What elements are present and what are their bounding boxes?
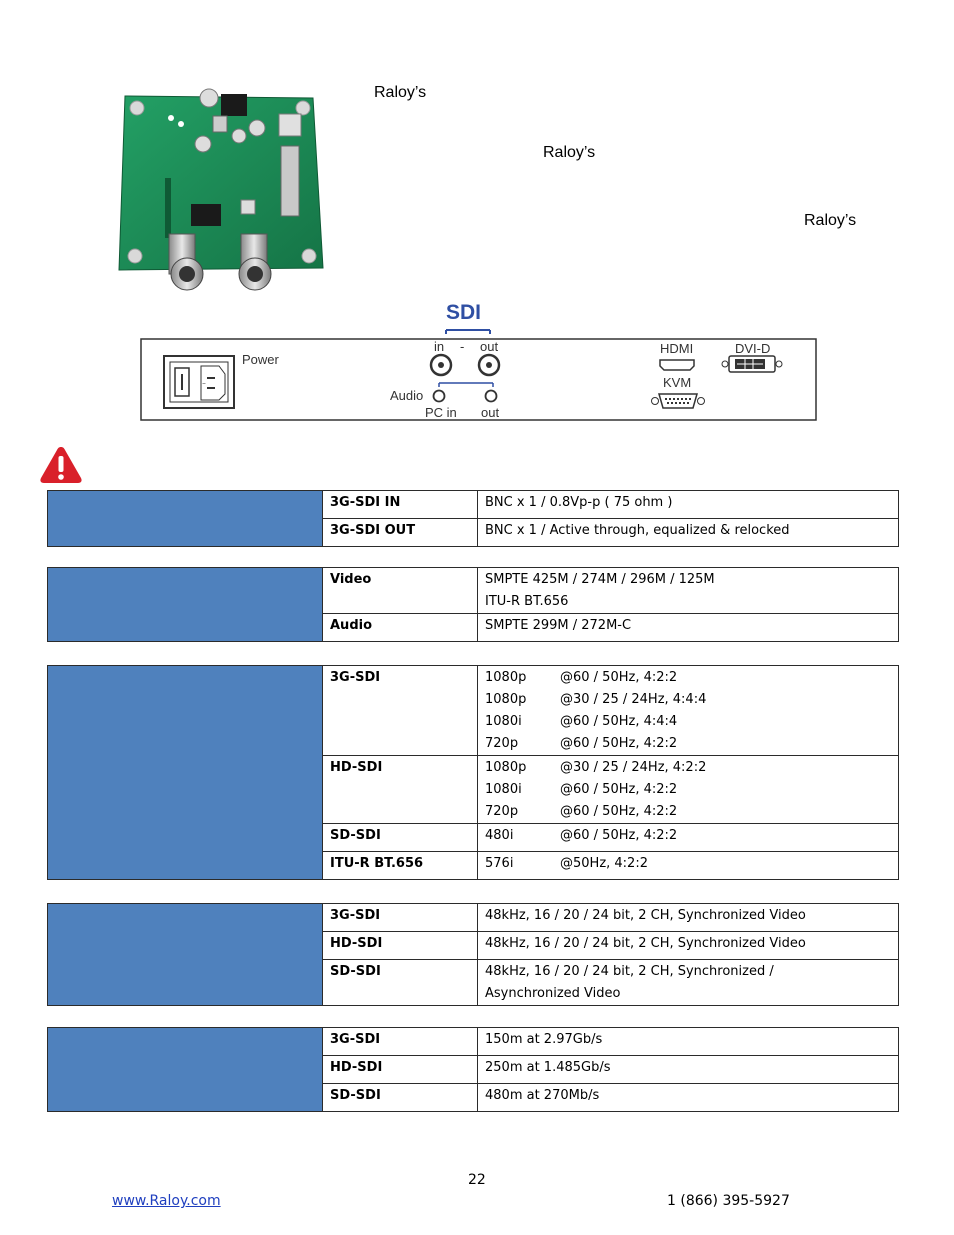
- resolution: 1080p: [485, 692, 527, 707]
- section-header-cell: [48, 666, 323, 880]
- rate-spec: @50Hz, 4:2:2: [560, 856, 648, 871]
- rate-spec: @60 / 50Hz, 4:2:2: [560, 670, 678, 685]
- rate-spec: @30 / 25 / 24Hz, 4:2:2: [560, 760, 707, 775]
- value-line: 48kHz, 16 / 20 / 24 bit, 2 CH, Synchronized /: [485, 964, 774, 979]
- resolution: 480i: [485, 828, 514, 843]
- section-header-cell: [48, 568, 323, 642]
- row-label: 3G-SDI: [323, 666, 478, 756]
- table-row: [48, 904, 899, 932]
- row-value: 48kHz, 16 / 20 / 24 bit, 2 CH, Synchronized Video: [478, 904, 899, 932]
- resolution: 1080p: [485, 670, 527, 685]
- row-value: [478, 852, 899, 880]
- rear-panel-diagram: [139, 300, 819, 425]
- resolution: 576i: [485, 856, 514, 871]
- intro-fragment-1: Raloy’s: [374, 84, 427, 101]
- sdi-dash: -: [460, 339, 465, 354]
- pc-in-label: PC in: [425, 405, 457, 420]
- row-value: BNC x 1 / 0.8Vp-p ( 75 ohm ): [478, 491, 899, 519]
- row-value: [478, 756, 899, 824]
- row-value: 250m at 1.485Gb/s: [478, 1056, 899, 1084]
- sdi-out-bnc-icon: [479, 355, 499, 375]
- resolution: 720p: [485, 736, 519, 751]
- rate-spec: @60 / 50Hz, 4:2:2: [560, 828, 678, 843]
- row-value: SMPTE 299M / 272M-C: [478, 614, 899, 642]
- table-row: [48, 666, 899, 756]
- section-header-cell: [48, 904, 323, 1006]
- resolution: 1080i: [485, 782, 522, 797]
- audio-pc-in-jack-icon: [434, 391, 445, 402]
- row-value: 150m at 2.97Gb/s: [478, 1028, 899, 1056]
- row-value: [478, 666, 899, 756]
- rate-spec: @60 / 50Hz, 4:2:2: [560, 804, 678, 819]
- row-value: 48kHz, 16 / 20 / 24 bit, 2 CH, Synchronized Video: [478, 932, 899, 960]
- row-value: BNC x 1 / Active through, equalized & relocked: [478, 519, 899, 547]
- hdmi-label: HDMI: [660, 341, 694, 356]
- formats-spec-table: [47, 665, 899, 880]
- row-value: [478, 960, 899, 1006]
- row-value: 480m at 270Mb/s: [478, 1084, 899, 1112]
- rate-spec: @30 / 25 / 24Hz, 4:4:4: [560, 692, 707, 707]
- row-label: SD-SDI: [323, 1084, 478, 1112]
- dvi-label: DVI-D: [735, 341, 771, 356]
- sdi-in-label: in: [434, 339, 445, 354]
- resolution: 720p: [485, 804, 519, 819]
- row-value: [478, 568, 899, 614]
- audio-label: Audio: [390, 388, 424, 403]
- table-row: [48, 1028, 899, 1056]
- section-header-cell: [48, 1028, 323, 1112]
- row-label: 3G-SDI OUT: [323, 519, 478, 547]
- audio-out-jack-icon: [486, 391, 497, 402]
- sdi-board-photo: [117, 84, 327, 306]
- distance-spec-table: [47, 1027, 899, 1112]
- row-label: HD-SDI: [323, 756, 478, 824]
- sdi-out-label: out: [480, 339, 499, 354]
- row-label: 3G-SDI: [323, 904, 478, 932]
- resolution: 1080p: [485, 760, 527, 775]
- standards-spec-table: [47, 567, 899, 642]
- table-row: [48, 568, 899, 614]
- audio-out-label: out: [481, 405, 500, 420]
- value-line: ITU-R BT.656: [485, 594, 569, 609]
- sdi-in-bnc-icon: [431, 355, 451, 375]
- row-label: HD-SDI: [323, 1056, 478, 1084]
- website-link[interactable]: www.Raloy.com: [112, 1193, 221, 1209]
- rate-spec: @60 / 50Hz, 4:2:2: [560, 782, 678, 797]
- row-value: [478, 824, 899, 852]
- page-number: 22: [468, 1172, 486, 1188]
- rate-spec: @60 / 50Hz, 4:2:2: [560, 736, 678, 751]
- row-label: ITU-R BT.656: [323, 852, 478, 880]
- power-inlet-icon: [164, 356, 234, 408]
- value-line: SMPTE 425M / 274M / 296M / 125M: [485, 572, 715, 587]
- intro-fragment-3: Raloy’s: [804, 212, 857, 229]
- rate-spec: @60 / 50Hz, 4:4:4: [560, 714, 678, 729]
- dvi-port-icon: [722, 356, 782, 372]
- row-label: Audio: [323, 614, 478, 642]
- resolution: 1080i: [485, 714, 522, 729]
- row-label: SD-SDI: [323, 824, 478, 852]
- hdmi-port-icon: [660, 360, 694, 370]
- row-label: HD-SDI: [323, 932, 478, 960]
- section-header-cell: [48, 491, 323, 547]
- power-label: Power: [242, 352, 279, 367]
- sdi-title: SDI: [446, 301, 482, 324]
- row-label: Video: [323, 568, 478, 614]
- warning-icon: [39, 445, 83, 485]
- kvm-label: KVM: [663, 375, 692, 390]
- intro-fragment-2: Raloy’s: [543, 144, 596, 161]
- row-label: SD-SDI: [323, 960, 478, 1006]
- table-row: [48, 491, 899, 519]
- interface-spec-table: [47, 490, 899, 547]
- row-label: 3G-SDI: [323, 1028, 478, 1056]
- value-line: Asynchronized Video: [485, 986, 621, 1001]
- phone-number: 1 (866) 395-5927: [667, 1193, 790, 1209]
- row-label: 3G-SDI IN: [323, 491, 478, 519]
- audio-spec-table: [47, 903, 899, 1006]
